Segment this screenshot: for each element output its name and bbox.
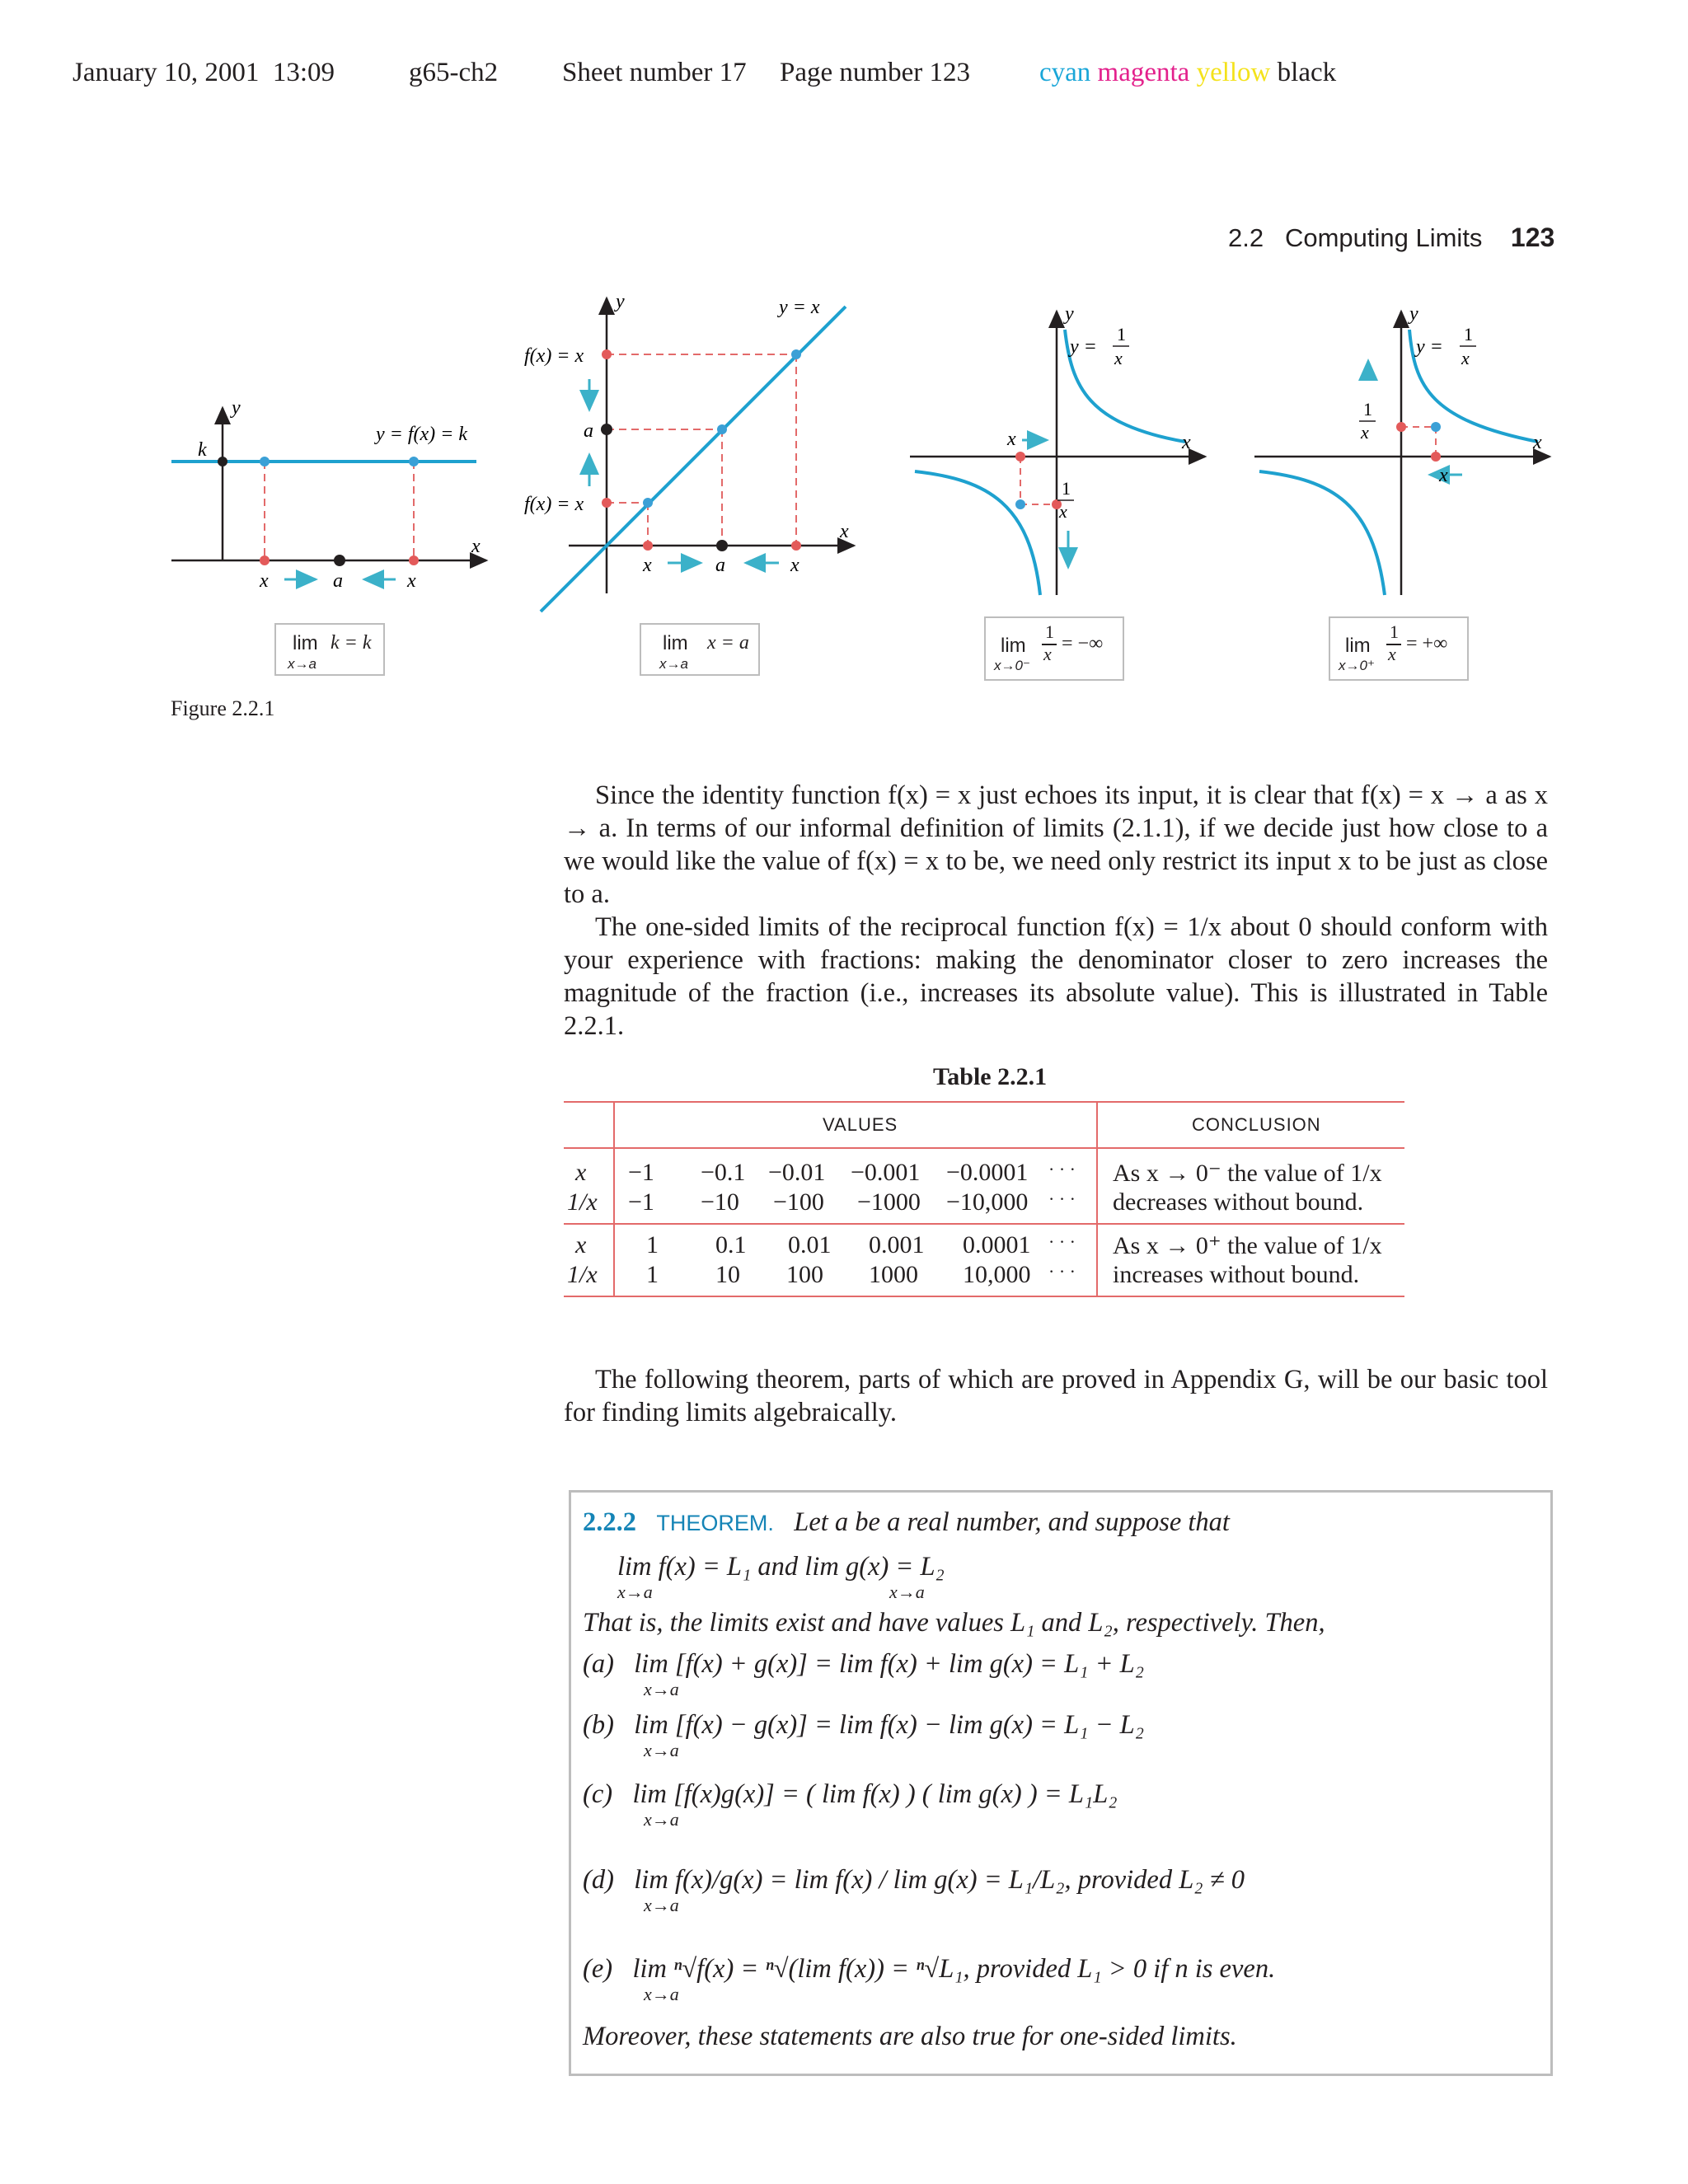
- paragraph-3: The following theorem, parts of which are proved in Appendix G, will be our basic tool for finding limits algebraically.: [564, 1365, 1548, 1427]
- svg-text:x: x: [1114, 348, 1123, 368]
- svg-text:y: y: [616, 291, 625, 312]
- paragraph-1: Since the identity function f(x) = x just echoes its input, it is clear that f(x) = x → a as x → a. In terms of our informal definition of limits (2.1.1), if we decide just how close to a we would like the value of f(x) = x to be, we need only restrict its input x to be just as close to a.: [564, 780, 1548, 909]
- theorem-part-b: (b) lim [f(x) − g(x)] = lim f(x) − lim g(x) = L₁ − L₂: [583, 1710, 1145, 1740]
- table-title: Table 2.2.1: [933, 1063, 1048, 1090]
- limit-box-constant: lim x→a k = k: [274, 623, 385, 676]
- header-conclusion: CONCLUSION: [1192, 1114, 1321, 1135]
- limit-box-left: lim x→0⁻ 1 x = −∞: [984, 616, 1124, 681]
- theorem-number: 2.2.2: [583, 1507, 636, 1537]
- svg-text:x: x: [1533, 432, 1542, 453]
- svg-text:y =: y =: [1070, 336, 1097, 358]
- p1-fn-label: y = f(x) = k: [376, 424, 467, 445]
- svg-text:x: x: [1007, 429, 1016, 450]
- svg-text:y: y: [1065, 303, 1074, 325]
- svg-text:1: 1: [1363, 399, 1372, 419]
- theorem-part-d: (d) lim f(x)/g(x) = lim f(x) / lim g(x) = L₁/L₂, provided L₂ ≠ 0: [583, 1865, 1245, 1895]
- theorem-closing: Moreover, these statements are also true for one-sided limits.: [583, 2022, 1237, 2051]
- svg-text:x: x: [790, 555, 799, 576]
- svg-text:x: x: [1461, 348, 1470, 368]
- p2-line-label: y = x: [779, 297, 820, 318]
- svg-text:1: 1: [1117, 324, 1126, 344]
- slug-file: g65-ch2: [409, 58, 499, 87]
- svg-text:a: a: [584, 420, 593, 442]
- svg-text:x: x: [840, 521, 849, 542]
- panel-reciprocal-left: [910, 303, 1205, 595]
- p1-y: y: [232, 397, 241, 419]
- svg-text:x: x: [1059, 501, 1067, 522]
- header-values: VALUES: [823, 1114, 898, 1135]
- svg-text:x: x: [643, 555, 652, 576]
- slug-sheet: Sheet number 17: [562, 58, 747, 87]
- slug-page: Page number 123: [780, 58, 970, 87]
- slug-date: January 10, 2001 13:09: [73, 58, 335, 87]
- theorem-part-a: (a) lim [f(x) + g(x)] = lim f(x) + lim g(x) = L₁ + L₂: [583, 1649, 1145, 1679]
- p1-x-axis: x: [471, 536, 481, 557]
- theorem-hypothesis: lim f(x) = L₁ and lim g(x) = L₂: [617, 1552, 945, 1582]
- limit-box-right: lim x→0⁺ 1 x = +∞: [1329, 616, 1469, 681]
- panel-constant: [171, 397, 486, 592]
- svg-text:x: x: [407, 570, 416, 592]
- svg-text:y =: y =: [1416, 336, 1443, 358]
- paragraph-3-block: [564, 1363, 1548, 1429]
- theorem-then: That is, the limits exist and have values L₁ and L₂, respectively. Then,: [583, 1608, 1325, 1638]
- theorem-intro: Let a be a real number, and suppose that: [794, 1507, 1230, 1537]
- limit-box-identity: lim x→a x = a: [640, 623, 760, 676]
- svg-text:y: y: [1409, 303, 1418, 325]
- panel-identity: [524, 291, 854, 612]
- theorem-2-2-2: 2.2.2 THEOREM. Let a be a real number, and suppose that lim f(x) = L₁ and lim g(x) = L₂ x→a x→a That is, the limits exist and have values L₁ and L₂, respectively. Then, (a) lim [f(x) + g(x)] = lim f(x) + lim g(x) = L₁ + L₂ x→a (b) lim [f(x) − g(x)] = lim f(x) − lim g(x) = L₁ − L₂ x→a (c) lim [f(x)g(x)] = ( lim f(x) ) ( lim g(x) ) = L₁L₂ x→a (d) lim f(x)/g(x) = lim f(x) / lim g(x) = L₁/L₂, provided L₂ ≠ 0 x→a (e) lim ⁿ√f(x) = ⁿ√(lim f(x)) = ⁿ√L₁, provided L₁ > 0 if n is even. x→a Moreover, these statements are also true for one-sided limits.: [569, 1490, 1553, 2076]
- svg-text:1: 1: [1062, 478, 1071, 499]
- svg-text:x: x: [1439, 465, 1448, 486]
- theorem-label: THEOREM.: [656, 1511, 774, 1535]
- body-paragraphs: [564, 779, 1548, 1043]
- svg-text:1: 1: [1464, 324, 1473, 344]
- table-2-2-1: VALUES CONCLUSION x 1/x −1 −0.1 −0.01 −0.001 −0.0001 · · · −1 −10 −100 −1000 −10,000 · · · As x → 0⁻ the value of 1/x decreases without bound. x 1/x 1 0.1 0.01 0.001 0.0001 · · · 1 10 100 1000 10,000 · · · As x → 0⁺ the value of 1/x increases without bound.: [564, 1101, 1404, 1307]
- p1-k: k: [198, 439, 207, 461]
- p2-fx-top: f(x) = x: [524, 345, 584, 367]
- slug-colors: cyan magenta yellow black: [1039, 58, 1337, 87]
- svg-text:a: a: [715, 555, 725, 576]
- svg-text:x: x: [1182, 432, 1191, 453]
- svg-text:x: x: [1361, 422, 1369, 443]
- svg-text:x: x: [260, 570, 269, 592]
- svg-text:a: a: [333, 570, 343, 592]
- paragraph-2: The one-sided limits of the reciprocal function f(x) = 1/x about 0 should conform with your experience with fractions: making the denominator closer to zero increases the magnitude of the fraction (i.e., increases its absolute value). This is illustrated in Table 2.2.1.: [564, 912, 1548, 1041]
- panel-reciprocal-right: [1254, 303, 1550, 595]
- theorem-part-e: (e) lim ⁿ√f(x) = ⁿ√(lim f(x)) = ⁿ√L₁, provided L₁ > 0 if n is even.: [583, 1954, 1276, 1984]
- figure-caption: Figure 2.2.1: [171, 696, 275, 720]
- theorem-part-c: (c) lim [f(x)g(x)] = ( lim f(x) ) ( lim g(x) ) = L₁L₂: [583, 1779, 1118, 1809]
- p2-fx-bot: f(x) = x: [524, 494, 584, 515]
- running-head: 2.2 Computing Limits 123: [1228, 223, 1555, 252]
